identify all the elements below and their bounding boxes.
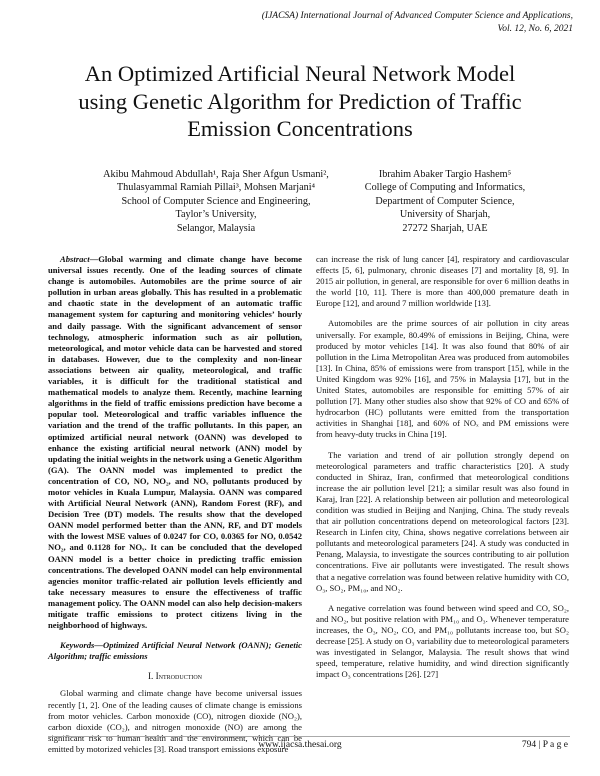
journal-name: (IJACSA) International Journal of Advanced Computer Science and Applications, <box>261 11 573 21</box>
abstract-text: Global warming and climate change have become universal issues recently. One of the leading sources of climate change is automobiles. Automobiles are the prime source of air pollution in urban areas globally. This has resulted in a problematic and chaotic state in the development of an automatic traffic management system for capturing and monitoring vehicles’ hourly and daily passage. With the significant advancement of sensor technology, atmospheric information such as air pollution, meteorological, and motor vehicle data can be harvested and stored in databases. However, due to the complexity and non-linear associations between air quality, meteorological, and traffic variables, it is difficult for the traditional statistical and mathematical models to analyze them. Recently, machine learning algorithms in the field of traffic emissions prediction have become a popular tool. Meteorological and traffic variables influence the variation and the trend of the traffic pollutants. In this paper, an optimized artificial neural network (OANN) was developed to enhance the existing artificial neural network (ANN) model by updating the initial weights in the network using a Genetic Algorithm (GA). The OANN model was implemented to predict the concentration of CO, NO, NO₂, and NOₓ pollutants produced by motor vehicles in Kuala Lumpur, Malaysia. OANN was compared with Artificial Neural Network (ANN), Random Forest (RF), and Decision Tree (DT) models. The results show that the developed OANN model performed better than the ANN, RF, and DT models with the lowest MSE values of 0.0247 for CO, 0.0365 for NO, 0.0542 NO₂, and 0.1128 for NOₓ. It can be concluded that the developed OANN model is a better choice in predicting traffic emission concentrations. The developed OANN model can help environmental agencies monitor traffic-related air pollution levels efficiently and take necessary measures to ensure the effectiveness of traffic management policy. The OANN model can also help decision-makers mitigate traffic emissions to protect citizens living in the neighborhood of highways. <box>48 254 303 631</box>
affiliation-university: Taylor’s University, <box>175 209 257 221</box>
title-line-2: using Genetic Algorithm for Prediction of Traffic <box>78 88 522 114</box>
abstract-label: Abstract— <box>60 254 99 264</box>
title-line-3: Emission Concentrations <box>187 116 413 141</box>
journal-header <box>173 10 573 36</box>
body-paragraph: Global warming and climate change have become universal issues recently [1, 2]. One of the leading causes of climate change is emissions from motor vehicles. Carbon monoxide (CO), nitrogen dioxide (NO₂), carbon dioxide (CO₂), and nitrogen monoxide (NO) are among the significant risk to human health and the environment, which can be emitted by motorized vehicles [3]. Road transport emissions exposure <box>48 688 302 754</box>
body-paragraph: The variation and trend of air pollution strongly depend on meteorological parameters and traffic characteristics [20]. A study conducted in Shiraz, Iran, confirmed that meteorological conditions increase the air pollution level [21]; a similar result was also found in Karaj, Iran [22]. A relationship between air pollution and meteorological condition was studied in Beijing and Nanjing, China. The study reveals that air pollution concentrations depend on meteorological factors [23]. Research in Linfen city, China, shows negative correlations between air pollutants and meteorological parameters [24]. A study was conducted in Penang, Malaysia, to investigate the sources contributing to air pollution concentrations. Five air pollutants were investigated. The result shows that a negative correlation was found between relative humidity with CO, O₃, SO₂, PM₁₀, and NO₂. <box>316 449 569 593</box>
left-column <box>48 254 302 755</box>
affiliation-school: School of Computer Science and Engineering, <box>121 195 311 207</box>
section-heading-introduction: I. Introduction <box>147 671 203 682</box>
journal-website: www.ijacsa.thesai.org <box>258 740 342 750</box>
body-paragraph: can increase the risk of lung cancer [4], respiratory and cardiovascular effects [5, 6], pulmonary, chronic diseases [7] and mortality [8, 9]. In 2015 air pollution, in general, are responsible for over 6 million deaths in the world [10, 11]. There is more than 400,000 premature death in Europe [12], and around 7 million worldwide [13]. <box>316 254 569 309</box>
authors-block-left <box>80 168 352 235</box>
body-paragraph: A negative correlation was found between wind speed and CO, SO₂, and NO₂, but positive relation with PM₁₀ and O₃. Whenever temperature increases, the O₃, NO₂, CO, and PM₁₀ pollutants increase too, but SO₂ decrease [25]. A study on O₃ variability due to meteorological parameters was investigated in Selangor, Malaysia. The result shows that wind speed, temperature, relative humidity, and wind direction significantly impact O₃ concentrations [26]. [27] <box>316 602 569 680</box>
affiliation-location-2: 27272 Sharjah, UAE <box>402 222 488 234</box>
author-names-1: Akibu Mahmoud Abdullah¹, Raja Sher Afgun Usmani², <box>103 169 329 180</box>
affiliation-location: Selangor, Malaysia <box>176 222 256 234</box>
abstract <box>48 254 302 631</box>
page-number: 794 | P a g e <box>521 740 568 750</box>
paper-title <box>30 60 570 143</box>
affiliation-department: Department of Computer Science, <box>375 195 515 207</box>
author-names-2: Thulasyammal Ramiah Pillai³, Mohsen Marjani⁴ <box>116 182 316 194</box>
affiliation-university-2: University of Sharjah, <box>399 209 491 221</box>
affiliation-college: College of Computing and Informatics, <box>364 182 526 194</box>
keywords: Keywords—Optimized Artificial Neural Network (OANN); Genetic Algorithm; traffic emissions <box>48 640 302 662</box>
footer-divider <box>48 736 570 737</box>
title-line-1: An Optimized Artificial Neural Network Model <box>84 61 516 86</box>
authors-block-right <box>360 168 530 235</box>
author-name-5: Ibrahim Abaker Targio Hashem⁵ <box>378 169 512 180</box>
right-column <box>316 254 569 680</box>
body-paragraph: Automobiles are the prime sources of air pollution in city areas universally. For example, 80.49% of emissions in Beijing, China, were produced by motor vehicles [14]. It was also found that 80% of air pollution in the Lima Metropolitan Area was produced from automobiles [13]. In China, 85% of emissions were from transport [15], while in the United Kingdom was 92% [16], and 75% in Malaysia [17], but in the United States, automobiles are responsible for emitting 57% of air pollution [7]. Many other studies also show that 92% of CO and 65% of hydrocarbon (HC) pollutants were emitted from the transportation activities in Shanghai [18], and 60% of NOₓ and PM emissions were from heavy-duty trucks in China [19]. <box>316 318 569 440</box>
journal-volume: Vol. 12, No. 6, 2021 <box>497 24 573 34</box>
